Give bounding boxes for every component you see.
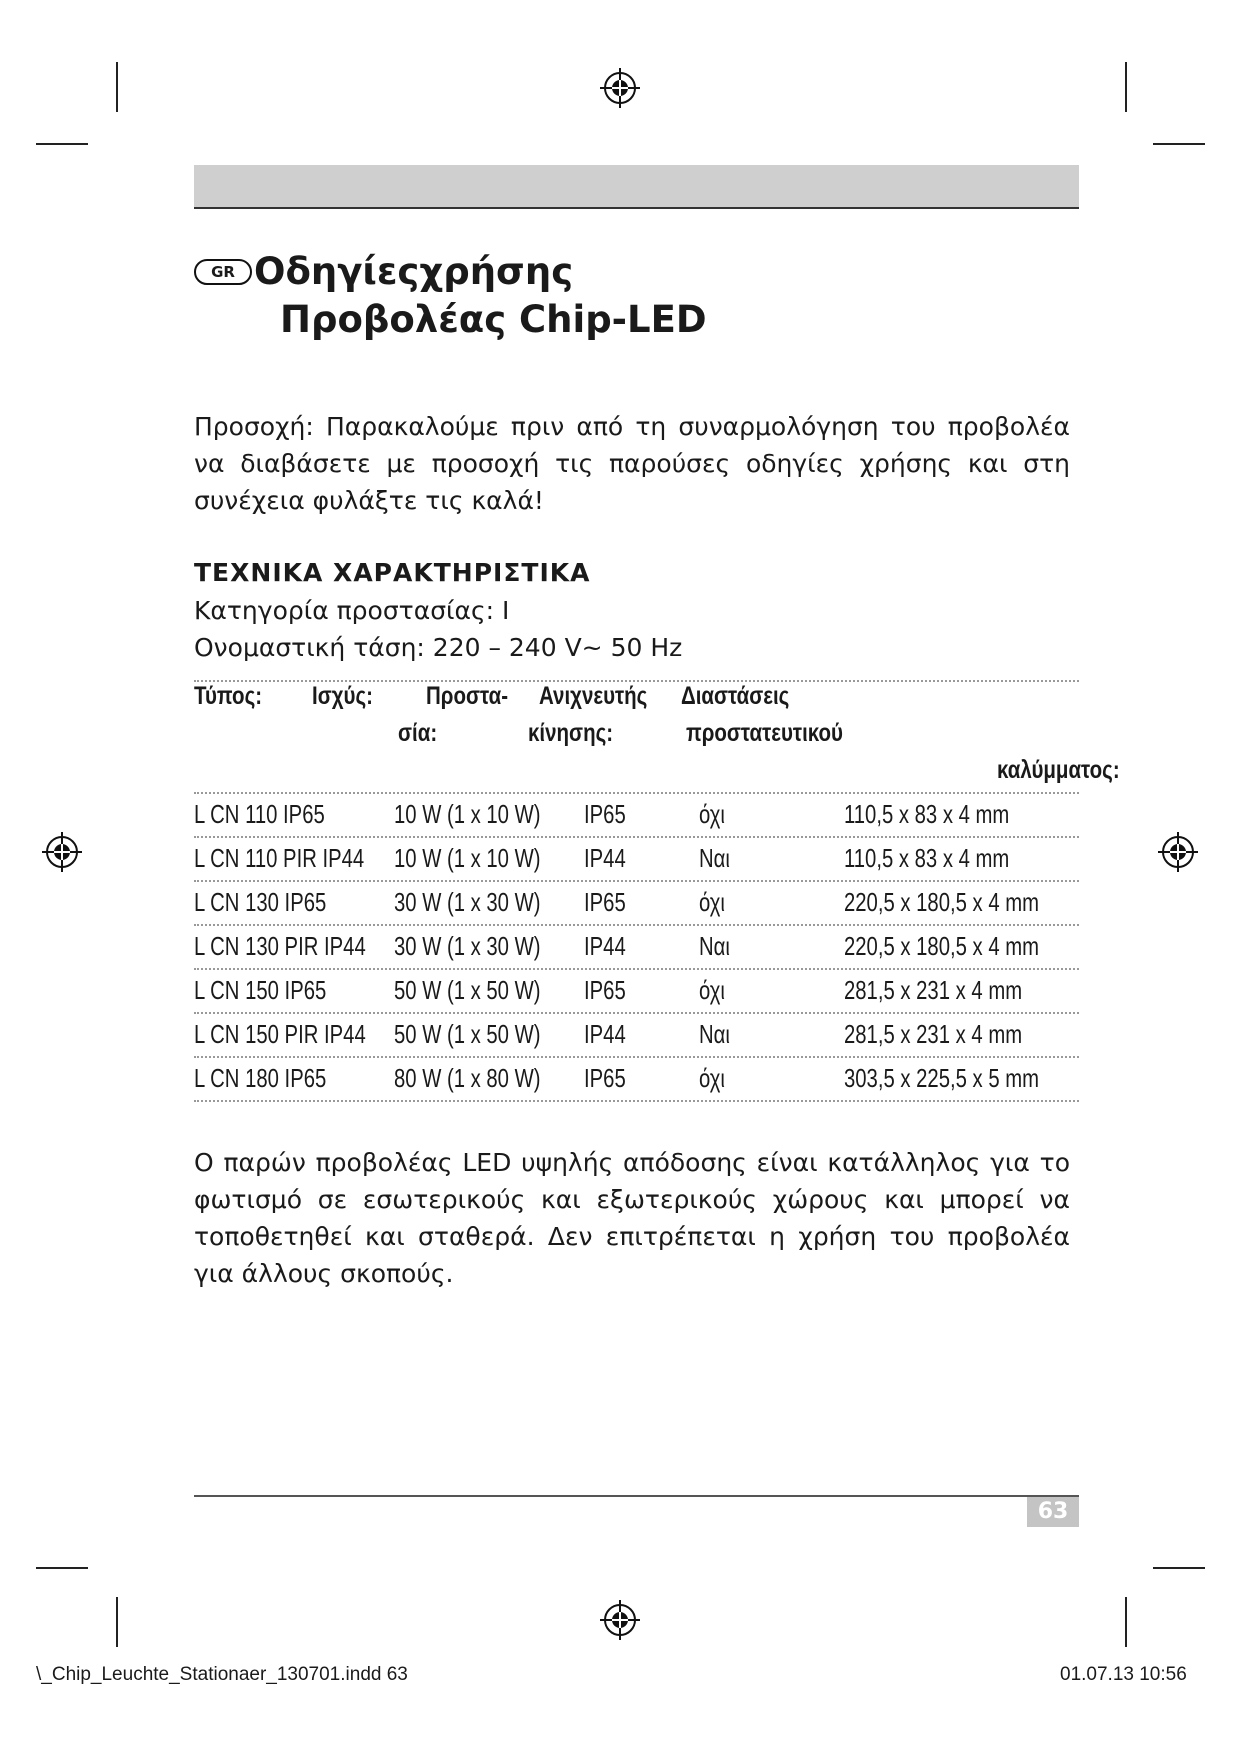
cell-type: L CN 150 IP65 bbox=[194, 975, 327, 1005]
cell-power: 50 W (1 x 50 W) bbox=[394, 975, 541, 1005]
cell-power: 10 W (1 x 10 W) bbox=[394, 799, 541, 829]
row-rule bbox=[194, 1100, 1079, 1102]
cell-dimensions: 303,5 x 225,5 x 5 mm bbox=[844, 1063, 1040, 1093]
cell-dimensions: 220,5 x 180,5 x 4 mm bbox=[844, 887, 1040, 917]
cell-ip: IP65 bbox=[584, 887, 626, 917]
cell-motion: Ναι bbox=[699, 1019, 730, 1049]
crop-mark bbox=[1125, 62, 1127, 112]
slug-file: \_Chip_Leuchte_Stationaer_130701.indd 63 bbox=[36, 1664, 408, 1685]
row-rule bbox=[194, 880, 1079, 882]
crop-mark bbox=[1153, 143, 1205, 145]
crop-mark bbox=[1153, 1567, 1205, 1569]
cell-ip: IP65 bbox=[584, 799, 626, 829]
cell-ip: IP44 bbox=[584, 931, 626, 961]
cell-dimensions: 220,5 x 180,5 x 4 mm bbox=[844, 931, 1040, 961]
cell-ip: IP44 bbox=[584, 1019, 626, 1049]
header-motion: Ανιχνευτής bbox=[539, 682, 648, 710]
cell-dimensions: 281,5 x 231 x 4 mm bbox=[844, 1019, 1023, 1049]
registration-mark-icon bbox=[600, 68, 640, 108]
specs-heading: ΤΕΧΝΙΚΑ ΧΑΡΑΚΤΗΡΙΣΤΙΚΑ bbox=[194, 558, 591, 587]
page-title: Οδηγίεςχρήσης bbox=[254, 250, 574, 293]
cell-type: L CN 110 IP65 bbox=[194, 799, 325, 829]
cell-power: 30 W (1 x 30 W) bbox=[394, 887, 541, 917]
language-badge: GR bbox=[194, 259, 252, 285]
crop-mark bbox=[36, 1567, 88, 1569]
header-protection-cont: σία: bbox=[398, 719, 438, 747]
description-paragraph: Ο παρών προβολέας LED υψηλής απόδοσης είναι κατάλληλος για το φωτισμό σε εσωτερικούς και εξωτερικούς χώρους και μπορεί να τοποθετηθεί και σταθερά. Δεν επιτρέπεται η χρήση του προβολέα για άλλους σκοπούς. bbox=[194, 1148, 1070, 1288]
slug-date: 01.07.13 10:56 bbox=[1060, 1664, 1187, 1685]
crop-mark bbox=[116, 62, 118, 112]
cell-dimensions: 281,5 x 231 x 4 mm bbox=[844, 975, 1023, 1005]
crop-mark bbox=[1125, 1597, 1127, 1647]
cell-power: 30 W (1 x 30 W) bbox=[394, 931, 541, 961]
page-subtitle: Προβολέας Chip-LED bbox=[280, 298, 707, 341]
header-dimensions: Διαστάσεις bbox=[681, 682, 790, 710]
cell-motion: όχι bbox=[699, 1063, 725, 1093]
crop-mark bbox=[36, 143, 88, 145]
page-number: 63 bbox=[1027, 1497, 1079, 1527]
header-power: Ισχύς: bbox=[312, 682, 373, 710]
cell-power: 50 W (1 x 50 W) bbox=[394, 1019, 541, 1049]
row-rule bbox=[194, 836, 1079, 838]
registration-mark-icon bbox=[1158, 832, 1198, 872]
crop-mark bbox=[116, 1597, 118, 1647]
cell-motion: Ναι bbox=[699, 931, 730, 961]
header-type: Τύπος: bbox=[194, 682, 263, 710]
cell-ip: IP44 bbox=[584, 843, 626, 873]
cell-motion: όχι bbox=[699, 887, 725, 917]
cell-dimensions: 110,5 x 83 x 4 mm bbox=[844, 843, 1010, 873]
header-motion-cont: κίνησης: bbox=[528, 719, 614, 747]
header-bar bbox=[194, 165, 1079, 209]
row-rule bbox=[194, 1012, 1079, 1014]
cell-power: 10 W (1 x 10 W) bbox=[394, 843, 541, 873]
row-rule bbox=[194, 1056, 1079, 1058]
registration-mark-icon bbox=[600, 1600, 640, 1640]
cell-type: L CN 130 IP65 bbox=[194, 887, 327, 917]
cell-power: 80 W (1 x 80 W) bbox=[394, 1063, 541, 1093]
cell-ip: IP65 bbox=[584, 1063, 626, 1093]
header-dimensions-cont2: καλύμματος: bbox=[997, 756, 1120, 784]
cell-ip: IP65 bbox=[584, 975, 626, 1005]
footer-rule bbox=[194, 1495, 1079, 1497]
row-rule bbox=[194, 968, 1079, 970]
cell-type: L CN 180 IP65 bbox=[194, 1063, 327, 1093]
cell-motion: Ναι bbox=[699, 843, 730, 873]
row-rule bbox=[194, 924, 1079, 926]
protection-class: Κατηγορία προστασίας: I bbox=[194, 596, 510, 625]
cell-dimensions: 110,5 x 83 x 4 mm bbox=[844, 799, 1010, 829]
table-rule bbox=[194, 792, 1079, 794]
cell-motion: όχι bbox=[699, 975, 725, 1005]
cell-motion: όχι bbox=[699, 799, 725, 829]
header-protection: Προστα- bbox=[426, 682, 509, 710]
header-dimensions-cont: προστατευτικού bbox=[686, 719, 843, 747]
cell-type: L CN 150 PIR IP44 bbox=[194, 1019, 366, 1049]
registration-mark-icon bbox=[42, 832, 82, 872]
cell-type: L CN 110 PIR IP44 bbox=[194, 843, 365, 873]
cell-type: L CN 130 PIR IP44 bbox=[194, 931, 366, 961]
rated-voltage: Ονομαστική τάση: 220 – 240 V~ 50 Hz bbox=[194, 633, 683, 662]
intro-paragraph: Προσοχή: Παρακαλούμε πριν από τη συναρμολόγηση του προβολέα να διαβάσετε με προσοχή τις παρούσες οδηγίες χρήσης και στη συνέχεια φυλάξτε τις καλά! bbox=[194, 412, 1070, 515]
